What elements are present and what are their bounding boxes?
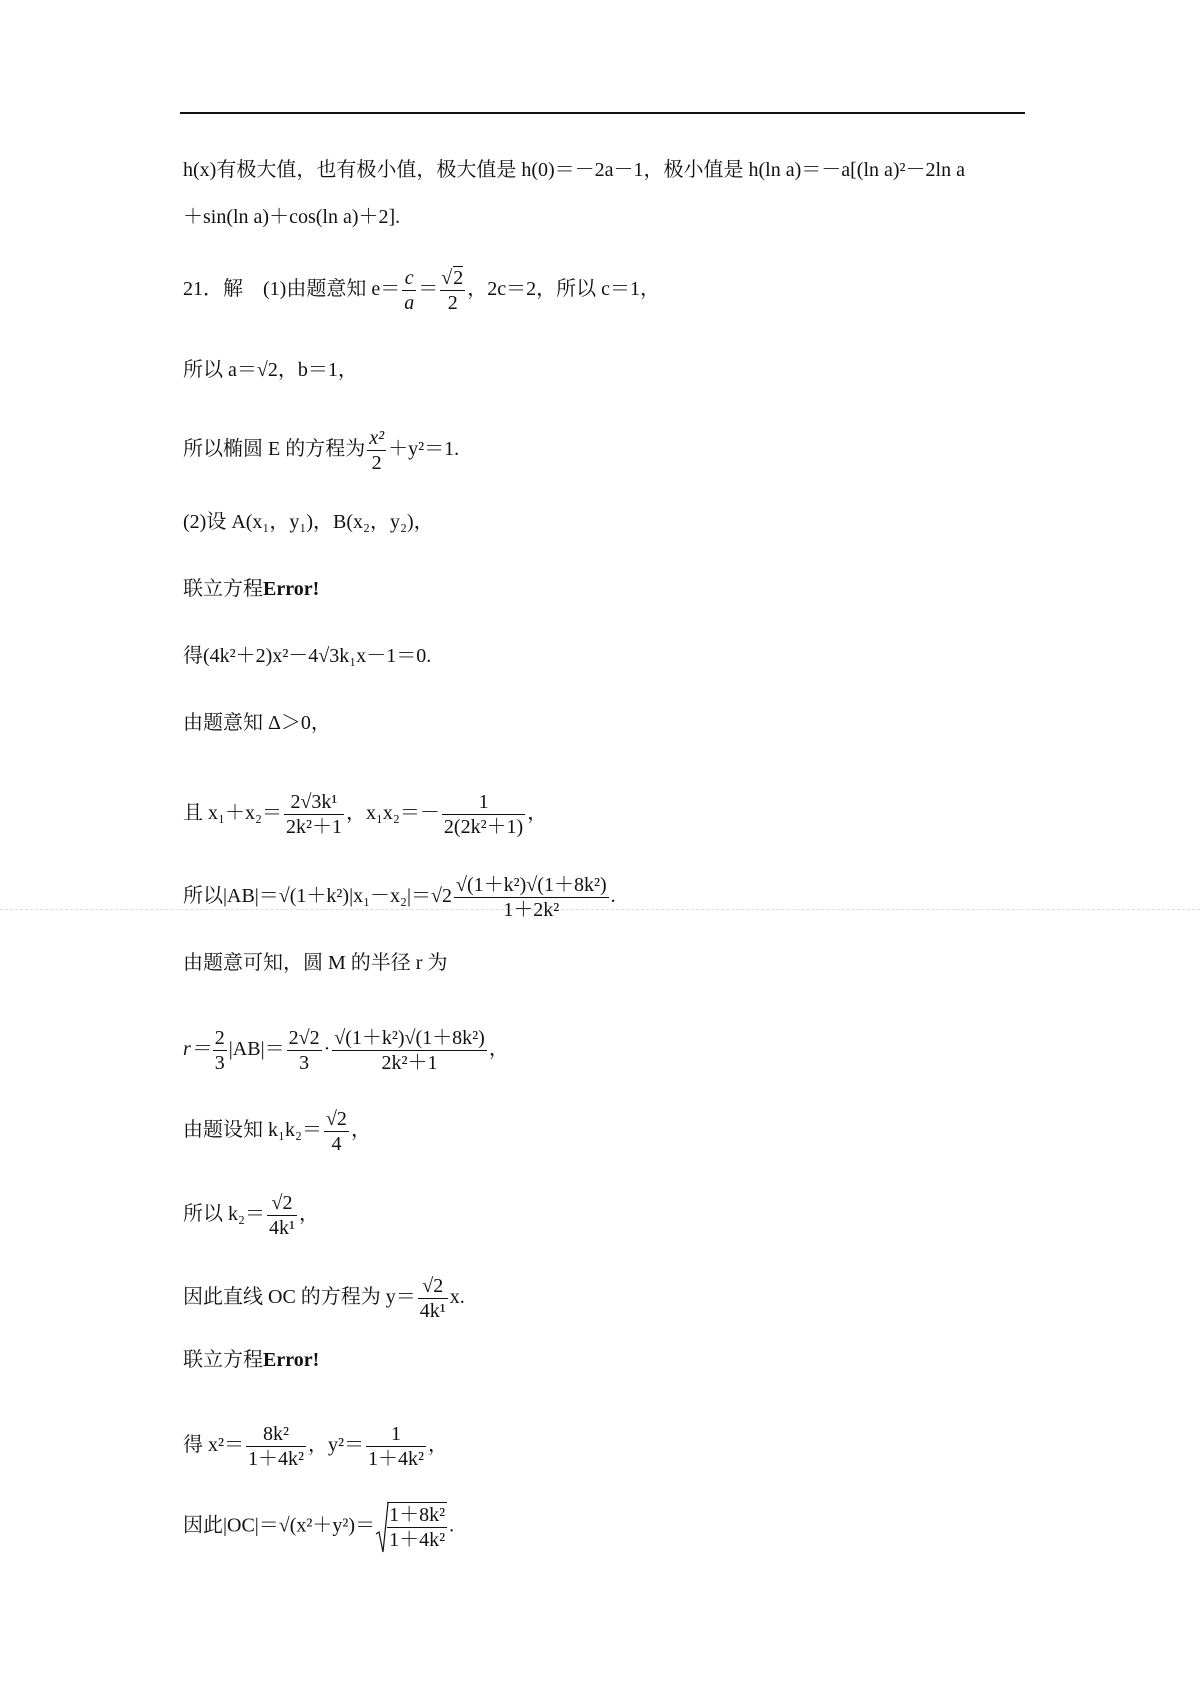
fraction-oc: $\frac{\text{1＋8k²}}{\text{1＋4k²}}$ — [389, 1504, 446, 1551]
fraction-sum-roots: $\frac{\text{2√3k¹}}{\text{2k²＋1}}$ — [285, 791, 342, 838]
fraction-two-thirds: $\frac{2}{3}$ — [214, 1027, 225, 1074]
fraction-radius-rest: $\frac{\text{√(1＋k²)√(1＋8k²)}}{\text{2k²＋1}}$ — [334, 1027, 485, 1074]
text-line-x2-y2: 得 x²＝ $\frac{\text{8k²}}{\text{1＋4k²}}$ ，y²＝ $\frac{1}{\text{1＋4k²}}$ ， — [183, 1423, 448, 1470]
error-marker: Error! — [263, 1349, 320, 1371]
radical-sign-icon — [375, 1502, 389, 1554]
text-line-system-1: 联立方程Error! — [183, 578, 320, 600]
fraction-c-over-a: $\frac{c}{a}$ — [404, 267, 415, 314]
fraction-sqrt2-over-2: √ $\frac{2}{2}$ — [440, 266, 465, 315]
text-line-slope-product: 由题设知 k₁k₂＝ $\frac{√2}{4}$ ， — [183, 1108, 371, 1155]
fraction-x2-over-2: $\frac{\text{x²}}{2}$ — [369, 427, 385, 474]
text-line-extremum-cont: ＋sin(ln a)＋cos(ln a)＋2]. — [183, 206, 401, 228]
fraction-y2: $\frac{1}{\text{1＋4k²}}$ — [368, 1423, 424, 1470]
big-radical — [375, 1502, 449, 1552]
error-marker: Error! — [263, 578, 320, 600]
text-line-oc-length: 因此|OC|＝√(x²＋y²)＝ $\frac{\text{1＋8k²}}{\text{1＋4k²}}$ . — [183, 1502, 454, 1552]
text-line-quadratic: 得(4k²＋2)x²－4√3k₁x－1＝0. — [183, 645, 432, 667]
fraction-2sqrt2-over-3: $\frac{2√2}{3}$ — [288, 1027, 320, 1074]
fraction-k2: $\frac{√2}{\text{4k¹}}$ — [268, 1192, 295, 1239]
text-line-k2: 所以 k₂＝ $\frac{√2}{\text{4k¹}}$ ， — [183, 1192, 319, 1239]
text-line-part2-setup: (2)设 A(x₁，y₁)，B(x₂，y₂)， — [183, 511, 434, 533]
text-line-radius-intro: 由题意可知，圆 M 的半径 r 为 — [183, 952, 448, 974]
text-line-ellipse-equation: 所以椭圆 E 的方程为 $\frac{\text{x²}}{2}$ ＋y²＝1. — [183, 427, 460, 474]
text-line-system-2: 联立方程Error! — [183, 1349, 320, 1371]
header-rule — [180, 112, 1025, 114]
fraction-sqrt2-over-4: $\frac{√2}{4}$ — [325, 1108, 347, 1155]
text-line-radius-formula: r＝ $\frac{2}{3}$ |AB|＝ $\frac{2√2}{3}$ · $\frac{\text{√(1＋k²)√(1＋8k²)}}{\text{2k²＋1}}$ ， — [183, 1027, 509, 1074]
text-line-chord-length: 所以|AB|＝√(1＋k²)|x₁－x₂|＝√2 $\frac{\text{√(1＋k²)√(1＋8k²)}}{\text{1＋2k²}}$ . — [183, 874, 616, 921]
fraction-product-roots: $\frac{1}{\text{2(2k²＋1)}}$ — [443, 791, 524, 838]
text-line-vieta: 且 x₁＋x₂＝ $\frac{\text{2√3k¹}}{\text{2k²＋1}}$ ，x₁x₂＝－ $\frac{1}{\text{2(2k²＋1)}}$ ， — [183, 791, 548, 838]
fraction-chord: $\frac{\text{√(1＋k²)√(1＋8k²)}}{\text{1＋2k²}}$ — [456, 874, 607, 921]
text-line-a-b: 所以 a＝√2，b＝1， — [183, 359, 358, 381]
solution-21-eccentricity: 21．解 (1)由题意知 e＝ $\frac{c}{a}$ ＝ √ $\frac{2}{2}$ ，2c＝2，所以 c＝1， — [183, 266, 660, 315]
text-line-discriminant: 由题意知 Δ＞0， — [183, 712, 331, 734]
fraction-oc-slope: $\frac{√2}{\text{4k¹}}$ — [419, 1275, 446, 1322]
text-line-extremum: h(x)有极大值，也有极小值，极大值是 h(0)＝－2a－1，极小值是 h(ln a)＝－a[(ln a)²－2ln a — [183, 159, 965, 181]
text-line-oc-equation: 因此直线 OC 的方程为 y＝ $\frac{√2}{\text{4k¹}}$ x. — [183, 1275, 465, 1322]
fraction-x2: $\frac{\text{8k²}}{\text{1＋4k²}}$ — [248, 1423, 304, 1470]
